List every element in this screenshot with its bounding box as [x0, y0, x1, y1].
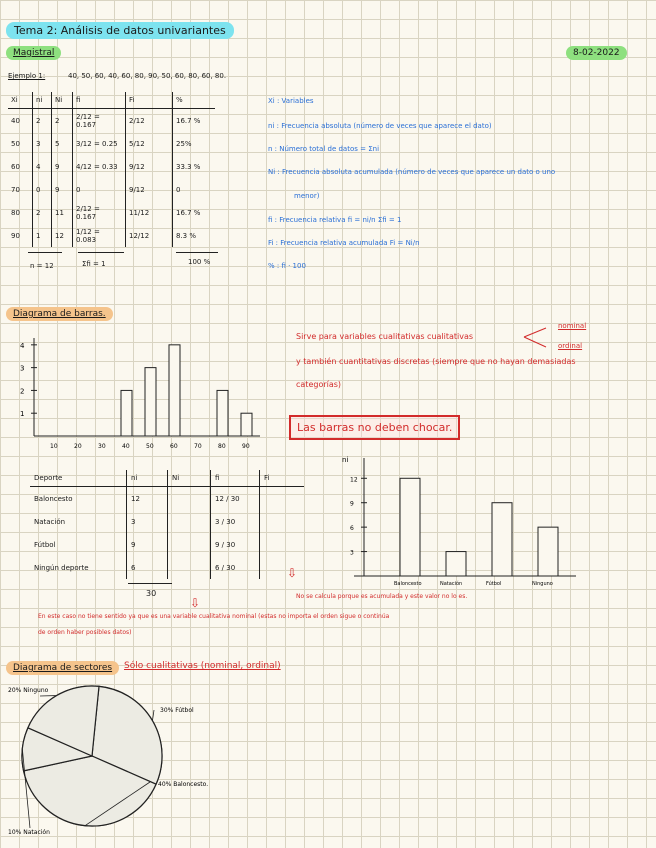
- table-row: [30, 556, 304, 579]
- y-tick-label: 1: [20, 410, 25, 419]
- legend-item: ni : Frecuencia absoluta (número de veces que aparece el dato): [268, 122, 492, 130]
- y-tick-label: 6: [350, 525, 354, 533]
- cell: 1/12 = 0.083: [73, 224, 126, 247]
- y-tick-label: 4: [20, 341, 25, 350]
- cell: [168, 487, 211, 511]
- cell: 3/12 = 0.25: [73, 132, 126, 155]
- bar-chart-sports: [340, 452, 600, 592]
- cell: 2: [52, 109, 73, 133]
- col-header: ni: [33, 92, 52, 109]
- sport-table: [30, 470, 304, 579]
- cell: Natación: [30, 510, 127, 533]
- cell: 5: [52, 132, 73, 155]
- cell: 9: [52, 178, 73, 201]
- x-tick-label: 30: [98, 443, 106, 450]
- table-row: [8, 155, 215, 178]
- bar-chart-numeric: [10, 330, 270, 455]
- x-tick-label: 20: [74, 443, 82, 450]
- cell: 9: [127, 533, 168, 556]
- col-header: fi: [73, 92, 126, 109]
- cell: 70: [8, 178, 33, 201]
- total-n: n = 12: [30, 262, 54, 270]
- legend-item: Xi : Variables: [268, 97, 314, 105]
- table-row: [8, 109, 215, 133]
- cell: 12: [52, 224, 73, 247]
- x-tick-label: 80: [218, 443, 226, 450]
- cell: 11/12: [126, 201, 173, 224]
- col-header: Deporte: [30, 470, 127, 487]
- branch-ordinal: ordinal: [558, 342, 583, 350]
- section-bar-diagram: Diagrama de barras.: [6, 307, 113, 321]
- legend-item: fi : Frecuencia relativa fi = ni/n Σfi = 1: [268, 216, 402, 224]
- cell: 0: [176, 185, 181, 194]
- cell: 90: [8, 224, 33, 247]
- example-values: 40, 50, 60, 40, 60, 80, 90, 50, 60, 80, 60, 80.: [68, 72, 227, 80]
- x-tick-label: 10: [50, 443, 58, 450]
- x-tick-label: Natación: [440, 581, 463, 587]
- sport-note-right: No se calcula porque es acumulada y este valor no lo es.: [296, 593, 468, 600]
- cell: 12 / 30: [211, 487, 260, 511]
- total-pct: 100 %: [188, 258, 211, 266]
- branch-nominal: nominal: [558, 322, 587, 330]
- legend-item: n : Número total de datos = Σni: [268, 145, 380, 153]
- cell: [168, 510, 211, 533]
- table-row: [8, 224, 215, 247]
- cell: 40: [8, 109, 33, 133]
- legend-item: menor): [294, 192, 320, 200]
- x-tick-label: 60: [170, 443, 178, 450]
- table-row: [30, 510, 304, 533]
- cell: 16.7 %: [176, 208, 201, 217]
- cell: [168, 533, 211, 556]
- cell: 3: [33, 132, 52, 155]
- x-tick-label: 50: [146, 443, 154, 450]
- cell: 80: [8, 201, 33, 224]
- cell: [260, 487, 305, 511]
- table-header-row: [8, 92, 215, 109]
- cell: 16.7 %: [176, 116, 201, 125]
- cell: [260, 510, 305, 533]
- cell: Ningún deporte: [30, 556, 127, 579]
- col-header: ni: [127, 470, 168, 487]
- col-header: Ni: [52, 92, 73, 109]
- cell: 8.3 %: [176, 231, 197, 240]
- col-header: Fi: [126, 92, 173, 109]
- cell: 12: [127, 487, 168, 511]
- x-tick-label: Ninguno: [532, 581, 553, 587]
- cell: 2: [33, 201, 52, 224]
- legend-item: % : fi · 100: [268, 262, 306, 270]
- cell: 0: [73, 178, 126, 201]
- cell: 9: [52, 155, 73, 178]
- cell: 1: [33, 224, 52, 247]
- cell: 5/12: [126, 132, 173, 155]
- cell: 3: [127, 510, 168, 533]
- x-tick-label: 90: [242, 443, 250, 450]
- cell: 50: [8, 132, 33, 155]
- x-tick-label: 70: [194, 443, 202, 450]
- bar: [169, 345, 180, 436]
- table-row: [30, 487, 304, 511]
- legend-item: Fi : Frecuencia relativa acumulada Fi = Ni/n: [268, 239, 420, 247]
- bar: [241, 413, 252, 436]
- cell: Fútbol: [30, 533, 127, 556]
- pie-label: 30% Fútbol: [160, 707, 194, 714]
- cell: 9 / 30: [211, 533, 260, 556]
- pie-subtitle: Sólo cualitativas (nominal, ordinal): [124, 661, 281, 671]
- branch-arrows: [522, 322, 552, 352]
- pie-label: 10% Natación: [8, 829, 50, 836]
- cell: 2/12 = 0.167: [73, 201, 126, 224]
- page-title: Tema 2: Análisis de datos univariantes: [6, 22, 234, 39]
- cell: 60: [8, 155, 33, 178]
- table-header-row: [30, 470, 304, 487]
- bar-note-3: categorías): [296, 380, 342, 389]
- cell: 9/12: [126, 155, 173, 178]
- sport-note-bottom-1: En este caso no tiene sentido ya que es una variable cualitativa nominal (estas no importa el orden sigue o continúa: [38, 613, 390, 620]
- arrow-down-icon: ⇩: [190, 596, 201, 610]
- bar: [121, 390, 132, 436]
- cell: 11: [52, 201, 73, 224]
- pie-leader: [152, 710, 154, 721]
- section-magistral: Magistral: [6, 46, 61, 60]
- pie-label: 20% Ninguno: [8, 687, 49, 694]
- cell: 2/12 = 0.167: [73, 109, 126, 133]
- cell: [260, 533, 305, 556]
- total-fi: Σfi = 1: [82, 260, 106, 268]
- table-row: [30, 533, 304, 556]
- cell: 3 / 30: [211, 510, 260, 533]
- legend-item: Ni : Frecuencia absoluta acumulada (número de veces que aparece un dato o uno: [268, 168, 556, 176]
- arrow-down-icon: ⇩: [287, 566, 298, 580]
- bar: [217, 390, 228, 436]
- example-label: Ejemplo 1:: [8, 72, 46, 80]
- cell: 4/12 = 0.33: [73, 155, 126, 178]
- cell: 2/12: [126, 109, 173, 133]
- x-tick-label: Fútbol: [486, 581, 502, 587]
- cell: 0: [33, 178, 52, 201]
- bar: [145, 368, 156, 436]
- section-pie-diagram: Diagrama de sectores: [6, 661, 119, 675]
- cell: Baloncesto: [30, 487, 127, 511]
- cell: [168, 556, 211, 579]
- table-row: [8, 178, 215, 201]
- y-tick-label: 3: [20, 364, 25, 373]
- cell: 12/12: [126, 224, 173, 247]
- col-header: Xi: [8, 92, 33, 109]
- cell: 6 / 30: [211, 556, 260, 579]
- divider: [78, 252, 124, 253]
- pie-label: 40% Baloncesto.: [158, 781, 209, 788]
- cell: 33.3 %: [176, 162, 201, 171]
- divider: [128, 583, 172, 584]
- x-tick-label: 40: [122, 443, 130, 450]
- bar: [400, 478, 420, 576]
- warning-box: Las barras no deben chocar.: [289, 415, 460, 440]
- col-header: fi: [211, 470, 260, 487]
- table-row: [8, 201, 215, 224]
- col-header: Ni: [168, 470, 211, 487]
- bar: [446, 552, 466, 576]
- sport-note-bottom-2: de orden haber posibles datos): [38, 629, 132, 636]
- bar-note-1: Sirve para variables cualitativas cualitativas: [296, 332, 474, 341]
- cell: 4: [33, 155, 52, 178]
- frequency-table: [8, 92, 215, 247]
- cell: 9/12: [126, 178, 173, 201]
- y-tick-label: 9: [350, 500, 354, 508]
- cell: [260, 556, 305, 579]
- y-tick-label: 2: [20, 387, 25, 396]
- y-axis-label: ni: [342, 456, 349, 464]
- cell: 2: [33, 109, 52, 133]
- x-tick-label: Baloncesto: [394, 581, 422, 587]
- cell: 6: [127, 556, 168, 579]
- bar-note-2: y también cuantitativas discretas (siempre que no hayan demasiadas: [296, 357, 576, 366]
- bar: [538, 527, 558, 576]
- table-row: [8, 132, 215, 155]
- y-tick-label: 12: [350, 476, 358, 484]
- bar: [492, 503, 512, 576]
- pie-chart: [0, 680, 260, 845]
- y-tick-label: 3: [350, 549, 354, 557]
- divider: [28, 252, 62, 253]
- col-header: Fi: [260, 470, 305, 487]
- divider: [176, 252, 218, 253]
- date-badge: 8-02-2022: [566, 46, 627, 60]
- cell: 25%: [176, 139, 192, 148]
- sport-total: 30: [146, 589, 157, 598]
- col-header: %: [173, 92, 216, 109]
